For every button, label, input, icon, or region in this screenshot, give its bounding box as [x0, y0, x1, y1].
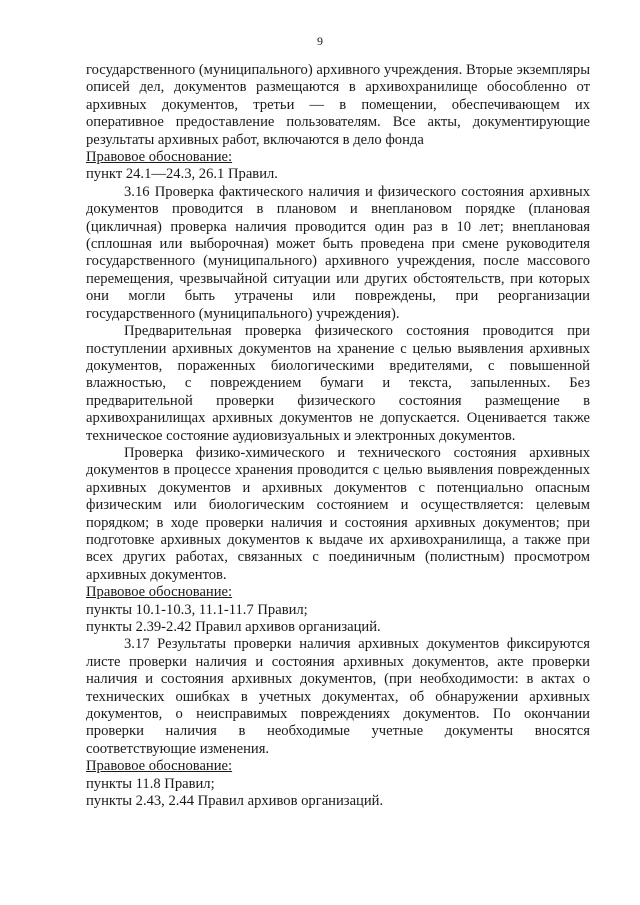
section-3-17-paragraph: 3.17 Результаты проверки наличия архивных документов фиксируются листе проверки наличия и состояния архивных документов, акте проверки наличия и состояния архивных документов, (при необходимости: в актах о технических ошибках в учетных документах, об обнаружении архивных документов, о неисправимых повреждениях документов. По окончании проверки наличия в необходимые учетные документы вносятся соответствующие изменения.	[86, 636, 590, 757]
legal-basis-reference: пункт 24.1—24.3, 26.1 Правил.	[86, 166, 278, 183]
document-body	[86, 62, 590, 810]
legal-basis-heading: Правовое обоснование:	[86, 149, 233, 166]
section-3-16-paragraph: 3.16 Проверка фактического наличия и физического состояния архивных документов проводится в плановом и внеплановом порядке (плановая (цикличная) проверка наличия проводится один раз в 10 лет; внеплановая (сплошная или выборочная) может быть проведена при смене руководителя государственного (муниципального) архивного учреждения, после массового перемещения, чрезвычайной ситуации или других обстоятельств, при которых они могли быть утрачены или повреждены, при реорганизации государственного (муниципального) учреждения).	[86, 183, 590, 322]
legal-basis-reference: пункты 11.8 Правил;	[86, 775, 215, 792]
legal-basis-reference: пункты 10.1-10.3, 11.1-11.7 Правил;	[86, 601, 308, 618]
legal-basis-heading: Правовое обоснование:	[86, 584, 233, 601]
physical-chemical-check-paragraph: Проверка физико-химического и технического состояния архивных документов в процессе хранения проводится с целью выявления поврежденных архивных документов и архивных документов с потенциально опасным физическим или биологическим состоянием и осуществляется: целевым порядком; в ходе проверки наличия и состояния архивных документов; при подготовке архивных документов к выдаче их архивохранилища, а также при всех других работах, связанных с поединичным (полистным) просмотром архивных документов.	[86, 444, 590, 583]
legal-basis-heading: Правовое обоснование:	[86, 758, 233, 775]
legal-basis-reference: пункты 2.39-2.42 Правил архивов организаций.	[86, 619, 381, 635]
page-number: 9	[317, 34, 323, 48]
preliminary-check-paragraph: Предварительная проверка физического состояния проводится при поступлении архивных документов на хранение с целью выявления архивных документов, пораженных биологическими вредителями, с повышенной влажностью, с повреждением бумаги и текста, запыленных. Без предварительной проверки физического состояния размещение в архивохранилищах архивных документов не допускается. Оценивается также техническое состояние аудиовизуальных и электронных документов.	[86, 323, 590, 444]
paragraph-continuation: государственного (муниципального) архивного учреждения. Вторые экземпляры описей дел, документов размещаются в архивохранилище обособленно от архивных документов, третьи — в помещении, обеспечивающем их оперативное предоставление пользователям. Все акты, документирующие результаты архивных работ, включаются в дело фонда	[86, 62, 590, 148]
legal-basis-reference: пункты 2.43, 2.44 Правил архивов организаций.	[86, 793, 384, 810]
